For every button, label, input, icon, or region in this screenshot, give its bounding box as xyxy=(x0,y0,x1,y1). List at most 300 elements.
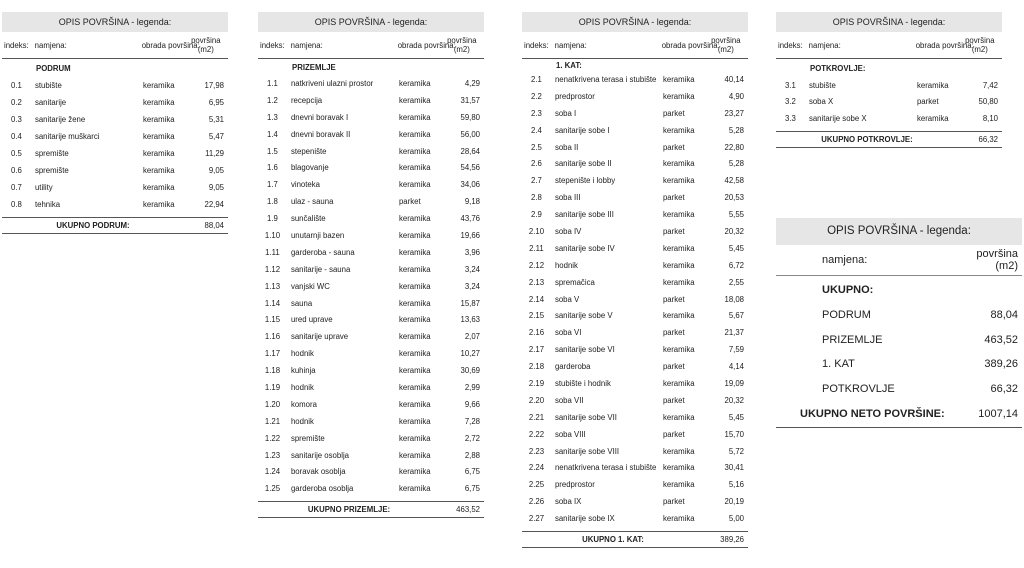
row-area: 6,75 xyxy=(464,467,480,477)
row-name: recepcija xyxy=(290,95,323,105)
col-index: indeks: xyxy=(259,40,285,50)
summary-row-name: 1. KAT xyxy=(822,358,855,371)
row-area: 5,28 xyxy=(728,159,744,169)
col-name: namjena: xyxy=(554,40,587,50)
row-finish: parket xyxy=(662,497,685,507)
row-area: 20,32 xyxy=(724,226,744,236)
row-area: 42,58 xyxy=(724,176,744,186)
table-row xyxy=(522,257,748,274)
row-finish: keramika xyxy=(398,399,431,409)
table-row xyxy=(258,159,484,176)
table-row xyxy=(258,328,484,345)
row-area: 56,00 xyxy=(460,129,480,139)
summary-title: OPIS POVRŠINA - legenda: xyxy=(776,218,1022,245)
row-index: 1.6 xyxy=(267,163,278,173)
row-name: ured uprave xyxy=(290,315,333,325)
row-finish: keramika xyxy=(142,166,175,175)
row-name: boravak osoblja xyxy=(290,467,346,477)
total-label: UKUPNO POTKROVLJE: xyxy=(821,134,913,144)
row-name: hodnik xyxy=(290,416,314,426)
section-row xyxy=(522,59,748,71)
row-name: stepenište xyxy=(290,146,327,156)
row-index: 1.16 xyxy=(264,332,281,342)
row-name: sanitarije sobe VI xyxy=(554,345,615,355)
row-area: 54,56 xyxy=(460,163,480,173)
col-finish: obrada površina: xyxy=(397,40,456,50)
row-area: 7,28 xyxy=(464,416,480,426)
row-finish: keramika xyxy=(398,146,431,156)
row-index: 1.12 xyxy=(264,264,281,274)
row-name: soba VIII xyxy=(554,429,586,439)
row-finish: parket xyxy=(662,362,685,372)
row-area: 11,29 xyxy=(205,149,224,158)
summary-row-area: 463,52 xyxy=(984,333,1018,346)
row-name: predprostor xyxy=(554,480,595,490)
row-name: soba II xyxy=(554,142,579,152)
section-label: POTKROVLJE: xyxy=(810,63,866,73)
rows xyxy=(2,77,228,213)
total-value: 463,52 xyxy=(456,505,480,515)
table-title: OPIS POVRŠINA - legenda: xyxy=(2,12,228,32)
row-finish: keramika xyxy=(662,480,695,490)
total-value: 389,26 xyxy=(720,535,744,545)
row-index: 2.7 xyxy=(531,176,542,186)
table-row xyxy=(2,77,228,94)
section-row xyxy=(2,59,228,77)
row-finish: keramika xyxy=(662,378,695,388)
row-area: 5,67 xyxy=(728,311,744,321)
row-index: 2.5 xyxy=(531,142,542,152)
row-name: sanitarije sobe I xyxy=(554,125,610,135)
row-finish: keramika xyxy=(398,264,431,274)
row-finish: keramika xyxy=(398,416,431,426)
row-area: 2,55 xyxy=(728,277,744,287)
row-finish: keramika xyxy=(142,149,175,158)
col-finish: obrada površina: xyxy=(661,40,720,50)
row-finish: keramika xyxy=(398,467,431,477)
row-name: vanjski WC xyxy=(290,281,330,291)
table-row xyxy=(2,94,228,111)
row-area: 23,27 xyxy=(724,108,744,118)
table-row xyxy=(522,493,748,510)
row-finish: keramika xyxy=(662,260,695,270)
row-name: nenatkrivena terasa i stubište xyxy=(554,74,657,84)
row-finish: keramika xyxy=(398,129,431,139)
table-row xyxy=(522,88,748,105)
row-name: soba V xyxy=(554,294,580,304)
table-row xyxy=(258,261,484,278)
row-name: sunčalište xyxy=(290,214,326,224)
table-row xyxy=(522,392,748,409)
table-row xyxy=(522,358,748,375)
row-finish: keramika xyxy=(662,277,695,287)
row-name: sanitarije sobe IX xyxy=(554,514,615,524)
row-name: spremačica xyxy=(554,277,595,287)
row-index: 2.11 xyxy=(529,243,544,253)
row-index: 1.25 xyxy=(264,484,281,494)
table-row xyxy=(2,145,228,162)
row-name: hodnik xyxy=(554,260,578,270)
total-value: 66,32 xyxy=(978,134,998,144)
table-header-row xyxy=(258,32,484,59)
row-name: sanitarije muškarci xyxy=(34,132,100,141)
row-finish: parket xyxy=(398,197,421,207)
table-podrum xyxy=(2,12,228,234)
row-index: 1.21 xyxy=(264,416,281,426)
table-row xyxy=(522,189,748,206)
row-index: 2.3 xyxy=(531,108,542,118)
row-name: sanitarije sobe II xyxy=(554,159,612,169)
row-area: 5,45 xyxy=(728,243,744,253)
row-finish: keramika xyxy=(398,214,431,224)
col-name: namjena: xyxy=(290,40,323,50)
section-label: 1. KAT: xyxy=(556,60,582,70)
row-finish: keramika xyxy=(398,281,431,291)
row-name: predprostor xyxy=(554,91,595,101)
row-index: 0.1 xyxy=(11,81,22,90)
row-area: 59,80 xyxy=(460,112,480,122)
row-name: sanitarije sobe V xyxy=(554,311,613,321)
row-area: 19,66 xyxy=(460,230,480,240)
table-row xyxy=(522,307,748,324)
table-row xyxy=(522,443,748,460)
table-row xyxy=(522,409,748,426)
row-area: 2,99 xyxy=(464,382,480,392)
row-index: 2.12 xyxy=(528,260,545,270)
col-index: indeks: xyxy=(3,40,29,50)
row-name: natkriveni ulazni prostor xyxy=(290,78,374,88)
row-index: 1.14 xyxy=(264,298,281,308)
row-index: 1.3 xyxy=(267,112,278,122)
row-name: dnevni boravak I xyxy=(290,112,349,122)
table-prizemlje xyxy=(258,12,484,518)
table-row xyxy=(258,396,484,413)
row-finish: keramika xyxy=(662,345,695,355)
table-row xyxy=(258,480,484,497)
table-row xyxy=(776,94,1002,111)
summary-row xyxy=(776,303,1022,328)
row-finish: parket xyxy=(662,226,685,236)
row-index: 2.27 xyxy=(528,514,545,524)
row-finish: keramika xyxy=(916,113,949,123)
row-index: 2.20 xyxy=(528,395,545,405)
row-finish: parket xyxy=(662,108,685,118)
row-area: 3,96 xyxy=(464,247,480,257)
table-potkrovlje xyxy=(776,12,1002,148)
row-index: 1.18 xyxy=(264,366,281,376)
row-finish: keramika xyxy=(662,311,695,321)
row-area: 8,10 xyxy=(982,113,998,123)
row-area: 20,19 xyxy=(724,497,744,507)
row-area: 5,16 xyxy=(728,480,744,490)
summary-row-area: 389,26 xyxy=(984,358,1018,371)
row-name: sanitarije uprave xyxy=(290,332,349,342)
row-index: 1.19 xyxy=(264,382,281,392)
row-area: 5,00 xyxy=(728,514,744,524)
row-area: 5,45 xyxy=(728,412,744,422)
row-index: 2.19 xyxy=(528,378,545,388)
section-row xyxy=(258,59,484,75)
row-area: 9,66 xyxy=(464,399,480,409)
row-name: garderoba osoblja xyxy=(290,484,354,494)
row-finish: keramika xyxy=(662,243,695,253)
row-index: 0.4 xyxy=(11,132,22,141)
row-finish: keramika xyxy=(398,450,431,460)
row-name: spremište xyxy=(34,166,69,175)
rows xyxy=(522,71,748,527)
row-area: 6,95 xyxy=(208,98,224,107)
summary-row xyxy=(776,328,1022,353)
row-index: 2.2 xyxy=(531,91,542,101)
table-header-row xyxy=(776,32,1002,59)
row-finish: keramika xyxy=(662,446,695,456)
row-finish: keramika xyxy=(662,412,695,422)
row-finish: keramika xyxy=(398,484,431,494)
row-area: 22,80 xyxy=(724,142,744,152)
table-row xyxy=(522,291,748,308)
row-area: 10,27 xyxy=(460,349,480,359)
row-name: blagovanje xyxy=(290,163,329,173)
row-finish: keramika xyxy=(662,125,695,135)
section-label: PRIZEMLJE xyxy=(292,62,336,72)
row-index: 2.13 xyxy=(528,277,545,287)
summary-row xyxy=(776,352,1022,377)
row-finish: keramika xyxy=(916,80,949,90)
table-title: OPIS POVRŠINA - legenda: xyxy=(258,12,484,32)
table-row xyxy=(522,341,748,358)
table-row xyxy=(522,223,748,240)
summary-table xyxy=(776,218,1022,428)
table-row xyxy=(2,162,228,179)
row-finish: keramika xyxy=(398,433,431,443)
row-area: 3,24 xyxy=(464,264,480,274)
row-name: hodnik xyxy=(290,349,314,359)
table-row xyxy=(258,362,484,379)
summary-total-label: UKUPNO NETO POVRŠINE: xyxy=(800,408,945,420)
row-index: 2.4 xyxy=(531,125,542,135)
row-area: 2,88 xyxy=(464,450,480,460)
total-value: 88,04 xyxy=(204,221,224,230)
row-name: hodnik xyxy=(290,382,314,392)
total-row xyxy=(522,531,748,548)
row-finish: keramika xyxy=(398,315,431,325)
row-index: 1.15 xyxy=(264,315,281,325)
table-row xyxy=(522,155,748,172)
row-finish: keramika xyxy=(662,91,695,101)
table-row xyxy=(2,111,228,128)
table-row xyxy=(522,274,748,291)
row-index: 0.8 xyxy=(11,200,22,209)
row-finish: keramika xyxy=(662,514,695,524)
row-name: sanitarije sobe VIII xyxy=(554,446,620,456)
row-index: 2.15 xyxy=(528,311,545,321)
row-index: 2.16 xyxy=(528,328,545,338)
table-row xyxy=(776,77,1002,94)
row-finish: keramika xyxy=(398,349,431,359)
row-area: 22,94 xyxy=(204,200,224,209)
table-row xyxy=(258,278,484,295)
row-finish: parket xyxy=(662,395,685,405)
row-index: 1.17 xyxy=(264,349,281,359)
row-finish: parket xyxy=(916,97,939,107)
summary-row xyxy=(776,377,1022,402)
summary-total-row xyxy=(776,401,1022,428)
row-index: 1.10 xyxy=(264,230,281,240)
table-row xyxy=(522,476,748,493)
row-name: stubište i hodnik xyxy=(554,378,611,388)
table-row xyxy=(258,193,484,210)
table-row xyxy=(522,105,748,122)
row-name: stubište xyxy=(34,81,62,90)
row-area: 34,06 xyxy=(460,180,480,190)
row-index: 2.6 xyxy=(531,159,542,169)
row-area: 9,05 xyxy=(208,166,224,175)
row-index: 1.22 xyxy=(264,433,281,443)
table-row xyxy=(522,510,748,527)
col-name: namjena: xyxy=(34,40,67,50)
total-row xyxy=(258,501,484,518)
row-name: soba X xyxy=(808,97,834,107)
summary-section-row xyxy=(776,276,1022,303)
row-index: 2.23 xyxy=(528,446,545,456)
table-row xyxy=(522,122,748,139)
col-area: površina (m2) xyxy=(711,36,741,54)
row-index: 2.9 xyxy=(531,210,542,220)
row-index: 0.3 xyxy=(11,115,22,124)
row-name: garderoba xyxy=(554,362,591,372)
row-index: 3.2 xyxy=(785,97,796,107)
row-index: 2.10 xyxy=(528,226,545,236)
row-area: 3,24 xyxy=(464,281,480,291)
row-area: 7,42 xyxy=(982,80,998,90)
row-area: 4,29 xyxy=(464,78,480,88)
table-row xyxy=(522,71,748,88)
row-finish: keramika xyxy=(662,463,695,473)
row-finish: keramika xyxy=(142,98,175,107)
row-area: 15,87 xyxy=(460,298,480,308)
col-area: površina (m2) xyxy=(191,36,221,54)
row-name: nenatkrivena terasa i stubište xyxy=(554,463,657,473)
row-area: 7,59 xyxy=(728,345,744,355)
row-area: 30,41 xyxy=(724,463,744,473)
row-area: 50,80 xyxy=(978,97,998,107)
row-index: 0.2 xyxy=(11,98,22,107)
row-area: 5,72 xyxy=(728,446,744,456)
table-row xyxy=(2,128,228,145)
col-finish: obrada površina: xyxy=(141,40,200,50)
row-name: spremište xyxy=(34,149,69,158)
table-row xyxy=(258,126,484,143)
table-row xyxy=(258,379,484,396)
row-area: 19,09 xyxy=(724,378,744,388)
section-row xyxy=(776,59,1002,77)
row-area: 5,55 xyxy=(728,210,744,220)
row-name: vinoteka xyxy=(290,180,320,190)
table-row xyxy=(258,463,484,480)
row-index: 2.21 xyxy=(528,412,545,422)
row-area: 4,14 xyxy=(728,362,744,372)
row-index: 1.13 xyxy=(264,281,281,291)
row-finish: keramika xyxy=(398,332,431,342)
row-area: 4,90 xyxy=(728,91,744,101)
table-row xyxy=(258,176,484,193)
row-name: stubište xyxy=(808,80,836,90)
row-name: soba IX xyxy=(554,497,582,507)
table-row xyxy=(522,172,748,189)
row-name: unutarnji bazen xyxy=(290,230,345,240)
summary-total-value: 1007,14 xyxy=(978,408,1018,420)
row-index: 2.25 xyxy=(528,480,545,490)
row-name: sanitarije xyxy=(34,98,67,107)
row-index: 2.26 xyxy=(528,497,545,507)
table-row xyxy=(258,227,484,244)
row-index: 1.7 xyxy=(267,180,278,190)
table-row xyxy=(258,244,484,261)
summary-row-area: 88,04 xyxy=(990,309,1018,322)
row-name: soba III xyxy=(554,193,581,203)
row-finish: keramika xyxy=(398,112,431,122)
table-row xyxy=(258,413,484,430)
row-index: 2.24 xyxy=(528,463,545,473)
row-finish: keramika xyxy=(398,163,431,173)
row-index: 1.5 xyxy=(267,146,278,156)
row-area: 5,28 xyxy=(728,125,744,135)
row-finish: keramika xyxy=(662,74,695,84)
row-finish: keramika xyxy=(398,180,431,190)
row-finish: keramika xyxy=(142,115,175,124)
row-name: utility xyxy=(34,183,53,192)
row-name: soba VI xyxy=(554,328,582,338)
row-name: sanitarije sobe X xyxy=(808,113,867,123)
row-name: sanitarije osoblja xyxy=(290,450,350,460)
row-area: 40,14 xyxy=(724,74,744,84)
row-name: ulaz - sauna xyxy=(290,197,334,207)
total-label: UKUPNO PRIZEMLJE: xyxy=(307,505,391,515)
row-name: kuhinja xyxy=(290,366,316,376)
row-name: soba IV xyxy=(554,226,582,236)
total-label: UKUPNO 1. KAT: xyxy=(582,535,644,545)
table-row xyxy=(258,345,484,362)
row-name: sanitarije sobe IV xyxy=(554,243,615,253)
row-area: 6,72 xyxy=(728,260,744,270)
row-area: 21,37 xyxy=(724,328,744,338)
row-area: 18,08 xyxy=(724,294,744,304)
row-area: 2,72 xyxy=(464,433,480,443)
row-finish: keramika xyxy=(142,132,175,141)
table-title: OPIS POVRŠINA - legenda: xyxy=(522,12,748,32)
section-label: PODRUM xyxy=(36,63,71,73)
row-index: 2.22 xyxy=(528,429,545,439)
table-row xyxy=(522,139,748,156)
summary-section-label: UKUPNO: xyxy=(822,283,874,296)
table-row xyxy=(258,447,484,464)
table-1-kat xyxy=(522,12,748,548)
summary-row-area: 66,32 xyxy=(990,382,1018,395)
rows xyxy=(776,77,1002,127)
table-row xyxy=(2,179,228,196)
table-header-row xyxy=(522,32,748,59)
row-finish: keramika xyxy=(398,247,431,257)
row-name: spremište xyxy=(290,433,325,443)
row-index: 1.4 xyxy=(267,129,278,139)
row-name: sanitarije sobe III xyxy=(554,210,614,220)
summary-row-name: POTKROVLJE xyxy=(822,382,895,395)
row-name: tehnika xyxy=(34,200,61,209)
table-row xyxy=(258,295,484,312)
row-index: 1.2 xyxy=(267,95,278,105)
row-name: komora xyxy=(290,399,317,409)
row-index: 1.11 xyxy=(265,247,280,257)
